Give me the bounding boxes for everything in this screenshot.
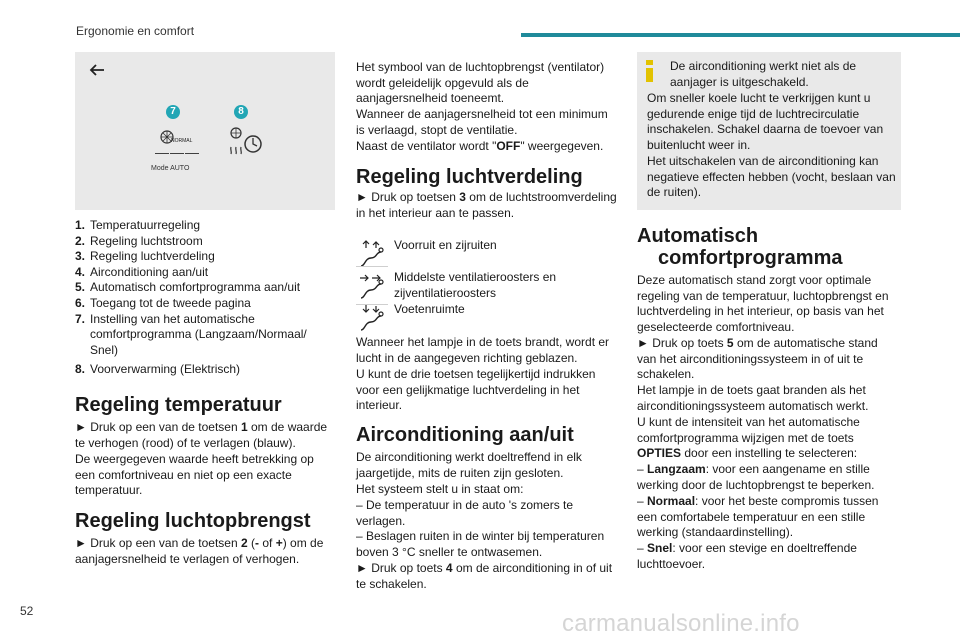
back-arrow-icon bbox=[89, 60, 105, 81]
center-vents-label: Middelste ventilatieroosters en zijventilatieroosters bbox=[394, 270, 557, 300]
mode-auto-label: Mode AUTO bbox=[151, 165, 190, 172]
info-text-3: Het uitschakelen van de airconditioning kan negatieve effecten hebben (vocht, beslaan van de ruiten). bbox=[647, 154, 896, 200]
legend-list bbox=[75, 218, 337, 378]
footwell-airflow-icon bbox=[356, 302, 388, 334]
list-item: 1. Temperatuurregeling bbox=[75, 218, 201, 232]
temp-note: De weergegeven waarde heeft betrekking op een comfortniveau en niet op een exacte temperatuur. bbox=[75, 452, 314, 498]
auto-lamp-text: Het lampje in de toets gaat branden als het airconditioningssysteem automatisch werkt. bbox=[637, 383, 869, 413]
list-item: 8. Voorverwarming (Elektrisch) bbox=[75, 362, 241, 377]
info-text-1: De airconditioning werkt niet als de aanjager is uitgeschakeld. bbox=[670, 59, 857, 89]
callout-8-badge: 8 bbox=[234, 105, 248, 119]
option-snel: – Snel: voor een stevige en doeltreffende luchttoevoer. bbox=[637, 541, 857, 571]
flow-minimum-text: Wanneer de aanjagersnelheid tot een minimum is verlaagd, stopt de ventilatie. bbox=[356, 107, 608, 137]
flow-symbol-text: Het symbool van de luchtopbrengst (ventilator) wordt geleidelijk opgevuld als de aanjagersnelheid toeneemt. bbox=[356, 60, 605, 106]
center-vents-airflow-icon bbox=[356, 270, 388, 302]
windscreen-label: Voorruit en zijruiten bbox=[394, 238, 497, 252]
separator bbox=[356, 266, 388, 267]
heading-airconditioning: Airconditioning aan/uit bbox=[356, 424, 574, 446]
list-item: 4. Airconditioning aan/uit bbox=[75, 264, 209, 279]
temp-instruction: ► Druk op een van de toetsen 1 om de waarde te verhogen (rood) of te verlagen (blauw). bbox=[75, 420, 328, 450]
footwell-distribution-row bbox=[356, 302, 618, 334]
list-item: 2. Regeling luchtstroom bbox=[75, 233, 203, 248]
info-icon bbox=[645, 60, 655, 82]
list-item: 5. Automatisch comfortprogramma aan/uit bbox=[75, 280, 301, 295]
heading-comfortprogramma: comfortprogramma bbox=[658, 247, 843, 269]
auto-intro: Deze automatisch stand zorgt voor optimale regeling van de temperatuur, luchtopbrengst en luchtverdeling in het interieur, op basis van het geselecteerde comfortniveau. bbox=[637, 273, 889, 334]
preheat-timer-icon bbox=[227, 124, 263, 163]
page-number: 52 bbox=[20, 604, 34, 618]
normal-label: NORMAL bbox=[171, 138, 193, 144]
auto-options-text: U kunt de intensiteit van het automatische comfortprogramma wijzigen met de toets OPTIES door een instelling te selecteren: bbox=[637, 415, 860, 461]
flow-instruction: ► Druk op een van de toetsen 2 (- of +) om de aanjagersnelheid te verlagen of verhogen. bbox=[75, 536, 324, 566]
ac-instruction: ► Druk op toets 4 om de airconditioning in of uit te schakelen. bbox=[356, 561, 613, 591]
screen-illustration bbox=[75, 52, 335, 210]
list-item: 6. Toegang tot de tweede pagina bbox=[75, 295, 251, 310]
dist-lamp-text: Wanneer het lampje in de toets brandt, wordt er lucht in de aangegeven richting geblazen. bbox=[356, 335, 610, 365]
option-langzaam: – Langzaam: voor een aangename en stille werking door de luchtopbrengst te beperken. bbox=[637, 462, 875, 492]
ac-allows: Het systeem stelt u in staat om: bbox=[356, 482, 524, 496]
info-text-2: Om sneller koele lucht te verkrijgen kunt u gedurende enige tijd de luchtrecirculatie inschakelen. Schakel daarna de toevoer van buitenlucht weer in. bbox=[647, 91, 884, 152]
watermark: carmanualsonline.info bbox=[562, 610, 800, 637]
ac-bullet-1: – De temperatuur in de auto 's zomers te verlagen. bbox=[356, 498, 574, 528]
auto-instruction: ► Druk op toets 5 om de automatische stand van het airconditioningssysteem in of uit te schakelen. bbox=[637, 336, 878, 382]
dist-instruction: ► Druk op toetsen 3 om de luchtstroomverdeling in het interieur aan te passen. bbox=[356, 190, 617, 220]
heading-luchtopbrengst: Regeling luchtopbrengst bbox=[75, 510, 311, 532]
footwell-label: Voetenruimte bbox=[394, 302, 465, 316]
chapter-title: Ergonomie en comfort bbox=[76, 24, 195, 38]
header-accent-bar bbox=[521, 33, 960, 37]
center-vents-distribution-row bbox=[356, 270, 618, 302]
heading-temperatuur: Regeling temperatuur bbox=[75, 394, 282, 416]
callout-7-badge: 7 bbox=[166, 105, 180, 119]
list-item: 3. Regeling luchtverdeling bbox=[75, 249, 215, 264]
ac-intro: De airconditioning werkt doeltreffend in elk jaargetijde, mits de ruiten zijn gesloten. bbox=[356, 450, 582, 480]
heading-luchtverdeling: Regeling luchtverdeling bbox=[356, 166, 583, 188]
ac-bullet-2: – Beslagen ruiten in de winter bij temperaturen boven 3 °C sneller te ontwasemen. bbox=[356, 529, 605, 559]
flow-off-text: Naast de ventilator wordt "OFF" weergegeven. bbox=[356, 139, 604, 153]
heading-automatisch: Automatisch bbox=[637, 225, 759, 247]
dist-simultaneous-text: U kunt de drie toetsen tegelijkertijd indrukken voor een gelijkmatige luchtverdeling in het interieur. bbox=[356, 367, 596, 413]
list-item: 7. Instelling van het automatische comfortprogramma (Langzaam/Normaal/ Snel) bbox=[75, 311, 307, 357]
temperature-dashes: ——— bbox=[155, 144, 200, 160]
option-normaal: – Normaal: voor het beste compromis tussen een comfortabele temperatuur en een stille werking (standaardinstelling). bbox=[637, 494, 879, 540]
windscreen-distribution-row bbox=[356, 238, 618, 270]
info-box bbox=[637, 52, 901, 210]
